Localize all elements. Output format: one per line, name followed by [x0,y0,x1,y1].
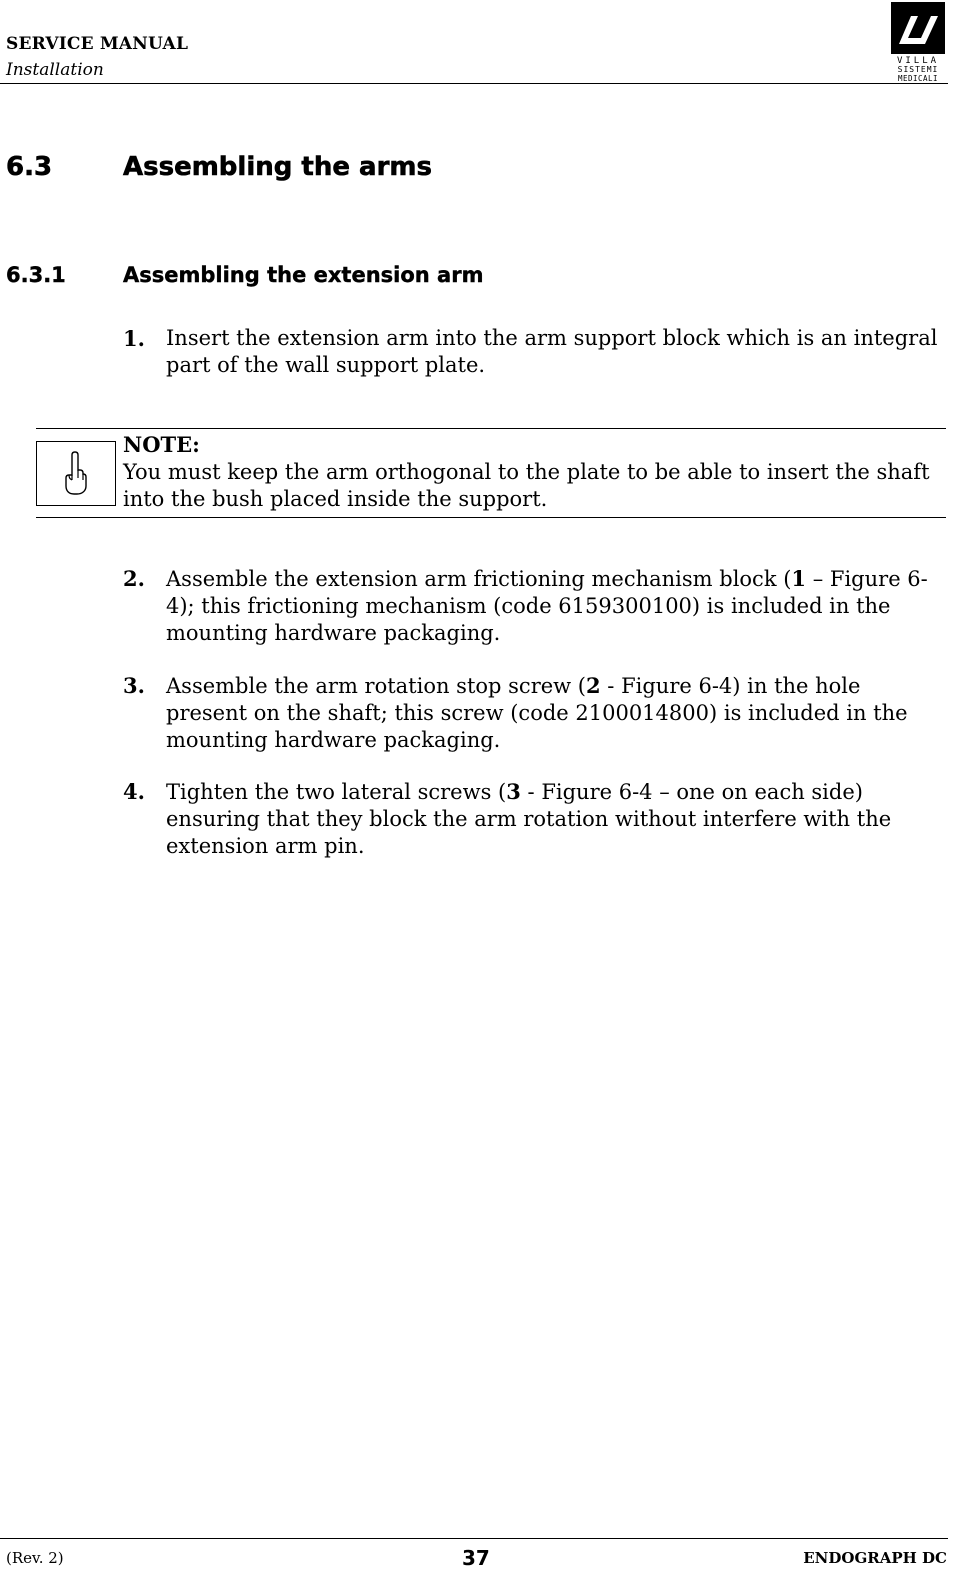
header-title: SERVICE MANUAL [6,34,189,54]
callout-number: 2 [586,673,601,698]
note-bottom-rule [36,517,946,518]
step-text: Assemble the arm rotation stop screw (2 - Figure 6-4) in the hole present on the shaft; this screw (code 2100014800) is included in the mounting hardware packaging. [166,673,908,752]
subsection-number: 6.3.1 [6,263,66,287]
step-1 [123,325,943,379]
step-text: Assemble the extension arm frictioning mechanism block (1 – Figure 6-4); this frictioning mechanism (code 6159300100) is included in the mounting hardware packaging. [166,566,928,645]
subsection-title: Assembling the extension arm [123,263,484,287]
step-number: 1. [123,326,145,351]
note-top-rule [36,428,946,429]
note-label: NOTE: [123,432,200,457]
section-number: 6.3 [6,152,53,182]
header-divider [0,83,948,84]
step-2 [123,565,943,647]
step-3 [123,672,943,754]
step-4 [123,778,943,860]
pointing-hand-icon [64,450,88,496]
section-title: Assembling the arms [123,152,432,182]
callout-number: 1 [791,566,807,591]
step-number: 3. [123,673,145,698]
callout-number: 3 [506,779,521,804]
step-text: Tighten the two lateral screws (3 - Figure 6-4 – one on each side) ensuring that they block the arm rotation without interfere with the extension arm pin. [166,779,892,858]
page-number: 37 [462,1546,490,1570]
note-icon-box [36,441,116,506]
step-number: 2. [123,566,145,591]
logo-line-medicali: MEDICALI [897,74,939,82]
footer-revision: (Rev. 2) [6,1549,64,1567]
note-text: You must keep the arm orthogonal to the plate to be able to insert the shaft into the bush placed inside the support. [123,460,930,511]
header-subtitle: Installation [6,60,104,80]
step-text: Insert the extension arm into the arm support block which is an integral part of the wall support plate. [166,326,938,377]
logo-line-villa: VILLA [896,56,940,66]
villa-logo [891,2,945,82]
logo-line-sistemi: SISTEMI [897,65,939,74]
footer-product: ENDOGRAPH DC [803,1549,947,1567]
footer-divider [0,1538,948,1539]
step-number: 4. [123,779,145,804]
